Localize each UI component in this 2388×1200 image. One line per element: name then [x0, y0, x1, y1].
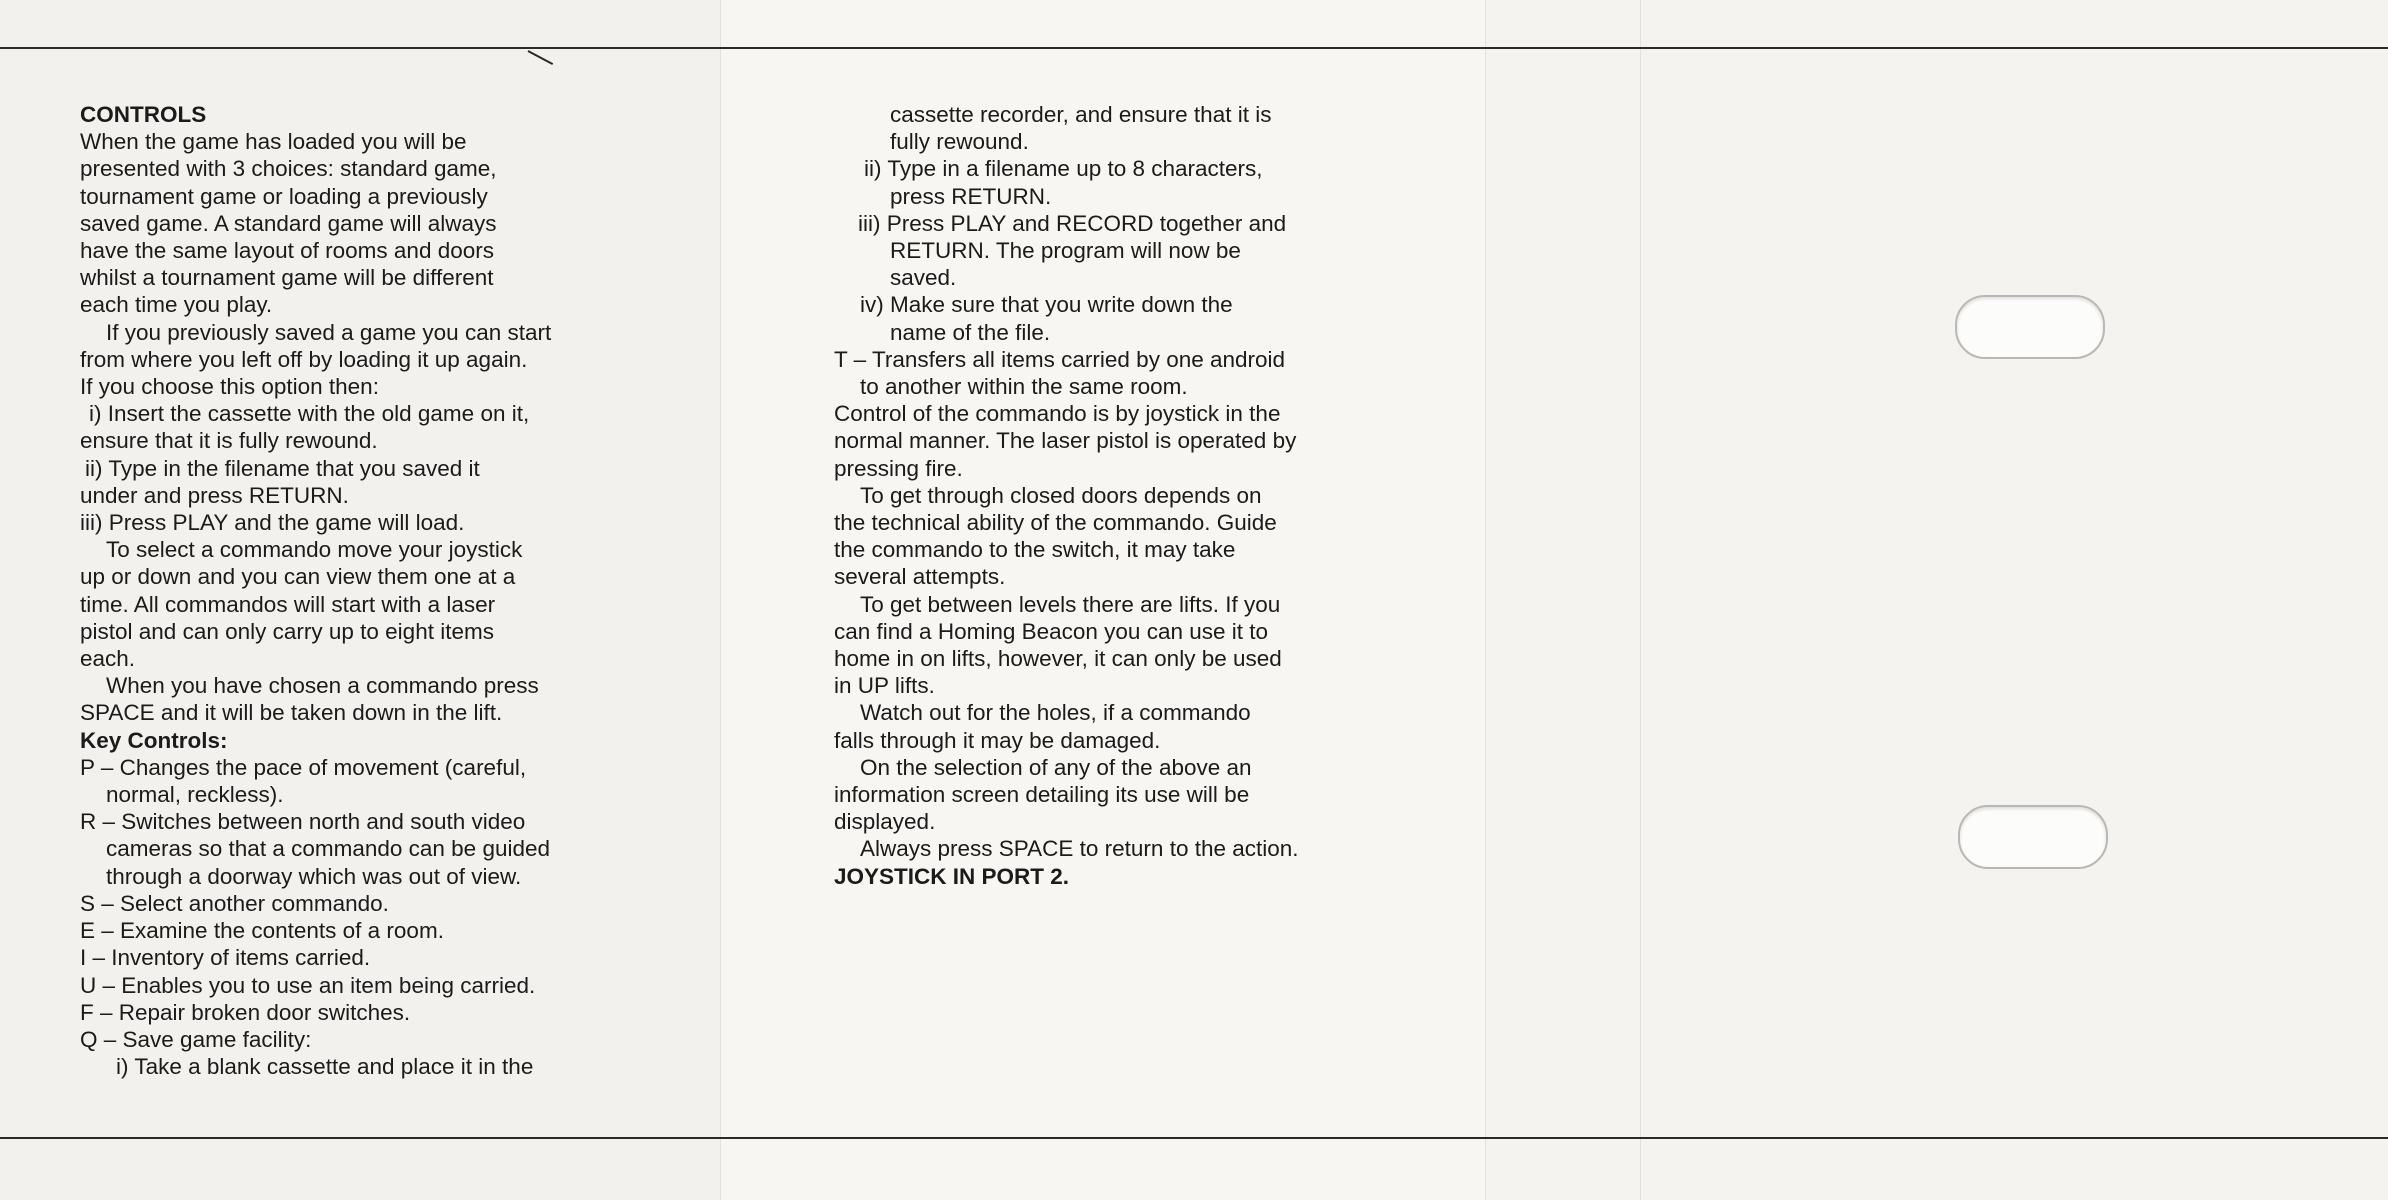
- top-rule: [0, 47, 2388, 49]
- paragraph-line: the commando to the switch, it may take: [834, 537, 1236, 563]
- paragraph-line: On the selection of any of the above an: [860, 754, 1252, 780]
- paragraph-line: If you previously saved a game you can start: [106, 319, 552, 345]
- paragraph-line: in UP lifts.: [834, 673, 935, 699]
- paragraph-line: from where you left off by loading it up again.: [80, 346, 528, 372]
- paragraph-line: the technical ability of the commando. Guide: [834, 510, 1277, 536]
- save-step-i-cont: cassette recorder, and ensure that it is: [890, 102, 1272, 127]
- save-step-ii: ii) Type in a filename up to 8 characters,: [864, 156, 1263, 182]
- die-cut-slot: [1958, 805, 2108, 869]
- die-cut-slot: [1955, 295, 2105, 359]
- paragraph-line: falls through it may be damaged.: [834, 727, 1161, 753]
- save-step-i: i) Take a blank cassette and place it in the: [116, 1054, 534, 1080]
- load-step: under and press RETURN.: [80, 482, 349, 508]
- paragraph-line: Always press SPACE to return to the action.: [860, 836, 1299, 862]
- paragraph-line: To select a commando move your joystick: [106, 537, 523, 563]
- key-e: E – Examine the contents of a room.: [80, 918, 444, 944]
- paragraph-line: pressing fire.: [834, 455, 963, 481]
- save-step-ii-cont: press RETURN.: [890, 183, 1052, 209]
- intro-line: whilst a tournament game will be different: [80, 265, 494, 291]
- bottom-rule: [0, 1137, 2388, 1139]
- intro-line: presented with 3 choices: standard game,: [80, 156, 497, 182]
- key-r: R – Switches between north and south video: [80, 809, 526, 835]
- joystick-port-note: JOYSTICK IN PORT 2.: [834, 863, 1070, 889]
- intro-line: have the same layout of rooms and doors: [80, 238, 494, 264]
- load-step: i) Insert the cassette with the old game on it,: [89, 401, 530, 427]
- fold-line-flap: [1640, 0, 1641, 1200]
- key-p: P – Changes the pace of movement (careful,: [80, 754, 527, 780]
- right-panel: [1485, 0, 2388, 1200]
- load-step: ii) Type in the filename that you saved it: [85, 455, 480, 481]
- save-step-iii: iii) Press PLAY and RECORD together and: [858, 210, 1287, 236]
- key-i: I – Inventory of items carried.: [80, 945, 371, 971]
- save-step-iii-cont: saved.: [890, 265, 957, 291]
- paragraph-line: To get between levels there are lifts. If you: [860, 591, 1281, 617]
- save-step-iv: iv) Make sure that you write down the: [860, 292, 1233, 318]
- fold-line-left: [720, 0, 721, 1200]
- intro-line: tournament game or loading a previously: [80, 183, 488, 209]
- paragraph-line: Watch out for the holes, if a commando: [860, 700, 1251, 726]
- paragraph-line: Control of the commando is by joystick in the: [834, 401, 1281, 427]
- continued-column: [834, 101, 1354, 890]
- intro-line: saved game. A standard game will always: [80, 210, 497, 236]
- paragraph-line: information screen detailing its use will be: [834, 782, 1250, 808]
- save-step-iii-cont: RETURN. The program will now be: [890, 238, 1241, 264]
- paragraph-line: pistol and can only carry up to eight items: [80, 618, 494, 644]
- key-p-cont: normal, reckless).: [106, 782, 284, 808]
- paragraph-line: If you choose this option then:: [80, 374, 379, 400]
- key-r-cont: cameras so that a commando can be guided: [106, 836, 551, 862]
- intro-line: each time you play.: [80, 292, 273, 318]
- controls-column: [80, 101, 600, 1080]
- key-controls-heading: Key Controls:: [80, 727, 228, 753]
- key-f: F – Repair broken door switches.: [80, 999, 411, 1025]
- key-t: T – Transfers all items carried by one android: [834, 346, 1286, 372]
- paragraph-line: To get through closed doors depends on: [860, 482, 1262, 508]
- key-s: S – Select another commando.: [80, 890, 389, 916]
- load-step: ensure that it is fully rewound.: [80, 428, 378, 454]
- paragraph-line: each.: [80, 646, 136, 672]
- controls-heading: CONTROLS: [80, 102, 207, 127]
- paragraph-line: can find a Homing Beacon you can use it to: [834, 618, 1269, 644]
- paragraph-line: home in on lifts, however, it can only be used: [834, 646, 1282, 672]
- save-step-i-cont: fully rewound.: [890, 129, 1029, 155]
- key-r-cont: through a doorway which was out of view.: [106, 863, 522, 889]
- save-step-iv-cont: name of the file.: [890, 319, 1051, 345]
- paragraph-line: displayed.: [834, 809, 936, 835]
- paragraph-line: normal manner. The laser pistol is operated by: [834, 428, 1297, 454]
- key-t-cont: to another within the same room.: [860, 374, 1188, 400]
- intro-line: When the game has loaded you will be: [80, 129, 467, 155]
- paragraph-line: several attempts.: [834, 564, 1006, 590]
- paragraph-line: SPACE and it will be taken down in the lift.: [80, 700, 503, 726]
- load-step: iii) Press PLAY and the game will load.: [80, 510, 465, 536]
- key-u: U – Enables you to use an item being carried.: [80, 972, 536, 998]
- paragraph-line: When you have chosen a commando press: [106, 673, 539, 699]
- paragraph-line: time. All commandos will start with a laser: [80, 591, 496, 617]
- key-q: Q – Save game facility:: [80, 1026, 312, 1052]
- fold-line-right: [1485, 0, 1486, 1200]
- paragraph-line: up or down and you can view them one at a: [80, 564, 516, 590]
